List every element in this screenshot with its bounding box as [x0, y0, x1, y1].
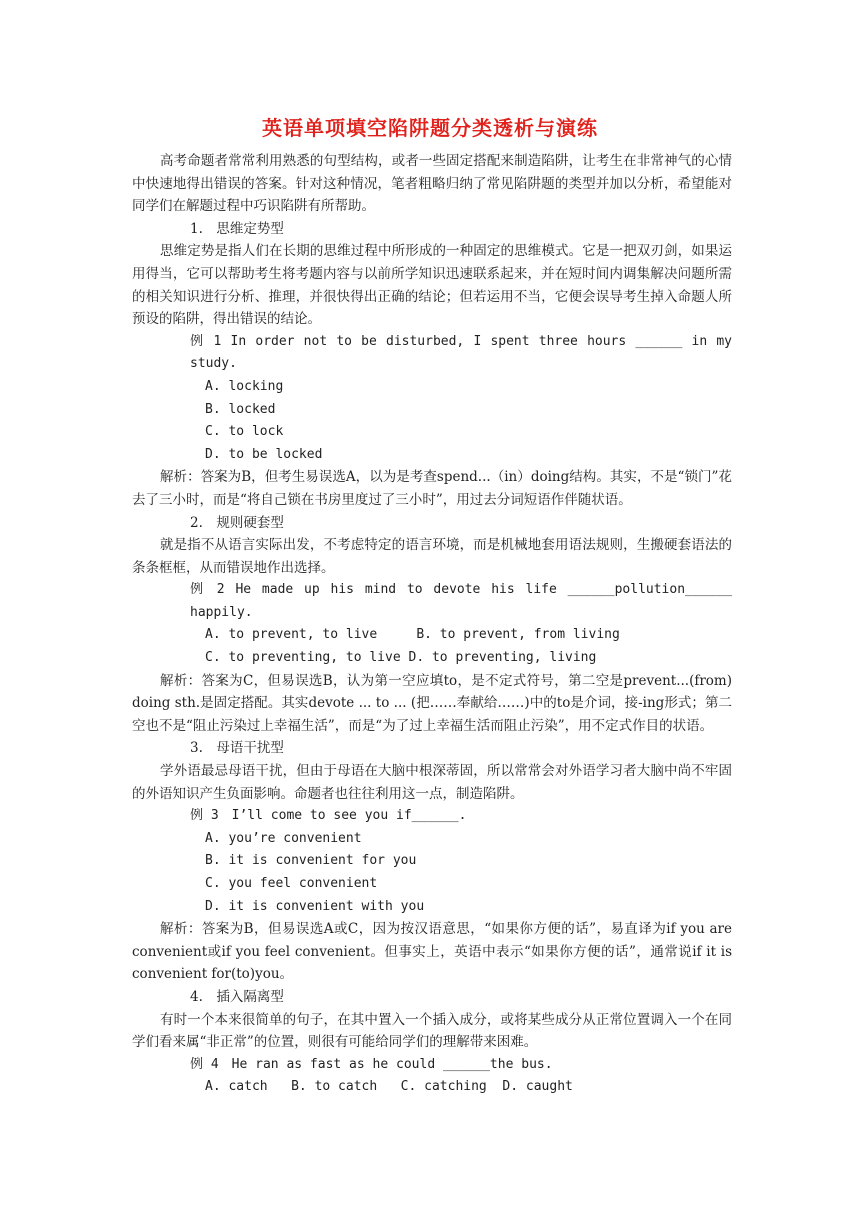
section-heading: 2. 规则硬套型 — [190, 514, 284, 531]
option-line: B. it is convenient for you — [205, 853, 417, 869]
option-line: A. locking — [205, 378, 284, 394]
example-question: 例 3 I’ll come to see you if______. — [190, 808, 467, 824]
document-body — [132, 150, 732, 1099]
document-title: 英语单项填空陷阱题分类透析与演练 — [262, 116, 598, 140]
analysis-paragraph: 解析：答案为B，但易误选A或C，因为按汉语意思，“如果你方便的话”，易直译为if you are convenient或if you feel convenient。但事实上，英语中表示“如果你方便的话”，通常说if it is convenient for(to)you。 — [132, 921, 732, 983]
option-line: A. catch B. to catch C. catching D. caught — [205, 1079, 573, 1095]
example-question: 例 2 He made up his mind to devote his life ______pollution______ happily. — [190, 582, 732, 620]
example-question: 例 4 He ran as fast as he could ______the bus. — [190, 1056, 553, 1072]
section-heading: 3. 母语干扰型 — [190, 740, 284, 757]
option-line: C. you feel convenient — [205, 876, 378, 891]
section-description: 有时一个本来很简单的句子，在其中置入一个插入成分，或将某些成分从正常位置调入一个在同学们看来属“非正常”的位置，则很有可能给同学们的理解带来困难。 — [132, 1011, 732, 1051]
option-line: D. it is convenient with you — [205, 898, 425, 914]
section-description: 学外语最忌母语干扰，但由于母语在大脑中根深蒂固，所以常常会对外语学习者大脑中尚不牢固的外语知识产生负面影响。命题者也往往利用这一点，制造陷阱。 — [132, 763, 732, 802]
analysis-paragraph: 解析：答案为B，但考生易误选A，以为是考查spend...（in）doing结构。其实，不是“锁门”花去了三小时，而是“将自己锁在书房里度过了三小时”，用过去分词短语作伴随状语。 — [132, 469, 732, 508]
option-line: B. locked — [205, 401, 276, 417]
analysis-paragraph: 解析：答案为C，但易误选B，认为第一空应填to，是不定式符号，第二空是prevent...(from) doing sth.是固定搭配。其实devote ... to ... (把……奉献给……)中的to是介词，接-ing形式；第二空也不是“阻止污染过上幸福生活”，而是“为了过上幸福生活而阻止污染”，用不定式作目的状语。 — [132, 672, 732, 734]
example-question: 例 1 In order not to be disturbed, I spent three hours ______ in my study. — [190, 333, 732, 372]
section-heading: 4. 插入隔离型 — [190, 988, 284, 1005]
option-line: C. to preventing, to live D. to preventing, living — [205, 650, 597, 666]
option-line: A. to prevent, to live B. to prevent, from living — [205, 627, 620, 643]
section-description: 思维定势是指人们在长期的思维过程中所形成的一种固定的思维模式。它是一把双刃剑，如果运用得当，它可以帮助考生将考题内容与以前所学知识迅速联系起来，并在短时间内调集解决问题所需的相关知识进行分析、推理，并很快得出正确的结论；但若运用不当，它便会误导考生掉入命题人所预设的陷阱，得出错误的结论。 — [132, 243, 732, 328]
option-line: D. to be locked — [205, 446, 323, 462]
section-description: 就是指不从语言实际出发，不考虑特定的语言环境，而是机械地套用语法规则，生搬硬套语法的条条框框，从而错误地作出选择。 — [132, 537, 732, 576]
option-line: A. you’re convenient — [205, 830, 362, 846]
section-heading: 1. 思维定势型 — [190, 220, 284, 237]
intro-paragraph: 高考命题者常常利用熟悉的句型结构，或者一些固定搭配来制造陷阱，让考生在非常神气的心情中快速地得出错误的答案。针对这种情况，笔者粗略归纳了常见陷阱题的类型并加以分析，希望能对同学们在解题过程中巧识陷阱有所帮助。 — [132, 153, 732, 215]
option-line: C. to lock — [205, 424, 284, 440]
